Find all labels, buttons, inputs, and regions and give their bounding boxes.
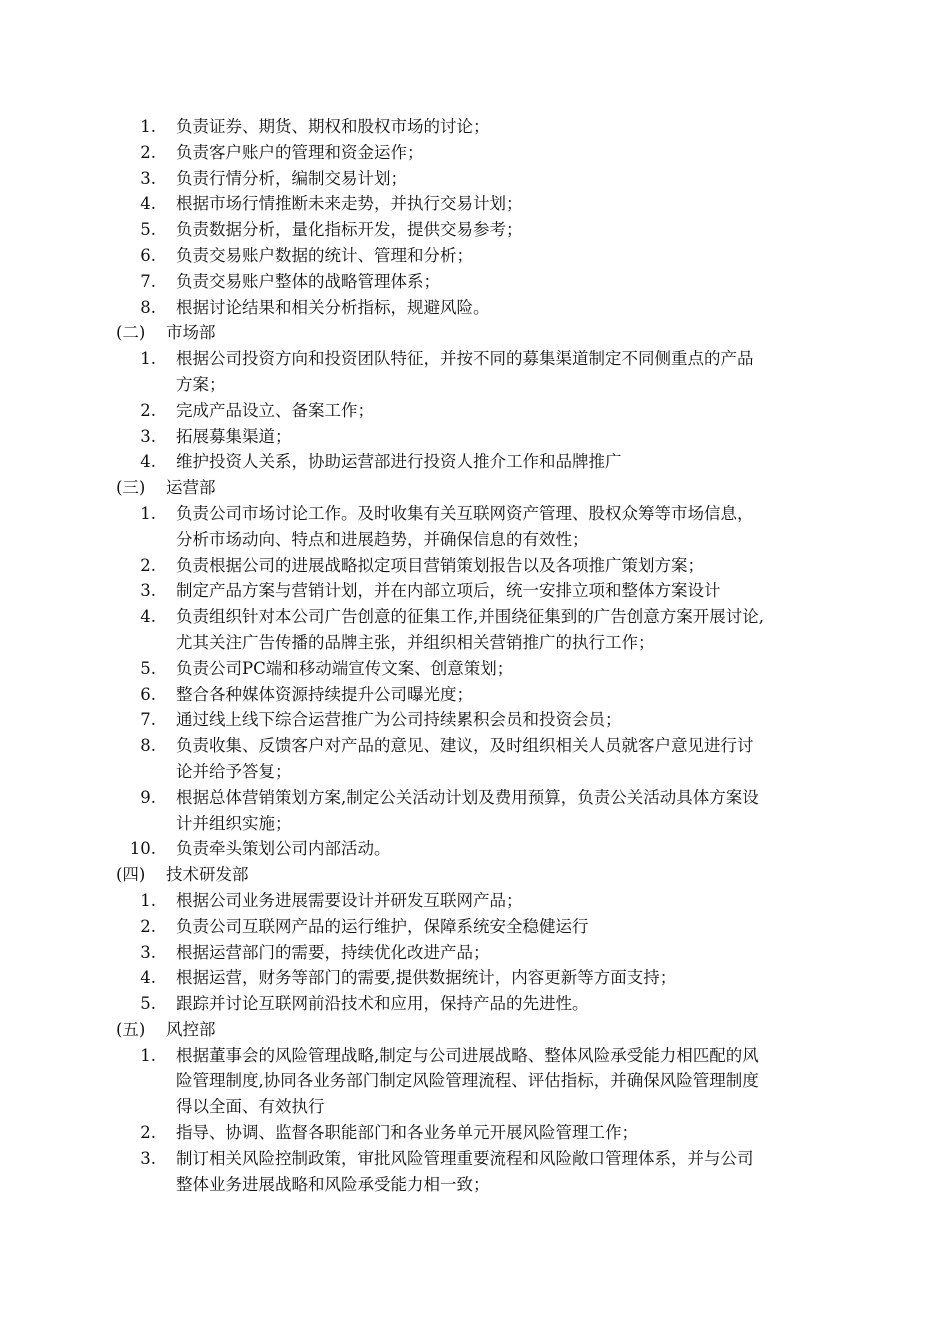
section-number: (二)	[116, 323, 146, 343]
list-item	[0, 295, 950, 321]
list-item-number: 4.	[140, 452, 156, 472]
list-item	[0, 114, 950, 140]
list-item-text: 负责交易账户数据的统计、管理和分析；	[176, 245, 473, 265]
list-item-number: 2.	[140, 142, 156, 162]
list-item	[0, 965, 950, 991]
list-item-text: 根据公司投资方向和投资团队特征，并按不同的募集渠道制定不同侧重点的产品	[176, 349, 754, 369]
list-item	[0, 707, 950, 733]
list-item	[0, 243, 950, 269]
list-item-text: 负责根据公司的进展战略拟定项目营销策划报告以及各项推广策划方案；	[176, 555, 704, 575]
list-item-text: 负责公司互联网产品的运行维护，保障系统安全稳健运行	[176, 916, 589, 936]
list-item-number: 5.	[140, 658, 156, 678]
document-page	[0, 114, 950, 1197]
list-item-text: 负责公司PC端和移动端宣传文案、创意策划；	[176, 658, 514, 678]
section-title: 风控部	[166, 1019, 216, 1039]
list-item	[0, 940, 950, 966]
list-item	[0, 527, 950, 553]
list-item	[0, 217, 950, 243]
list-item	[0, 346, 950, 372]
list-item-number: 6.	[140, 684, 156, 704]
list-item-number: 3.	[140, 581, 156, 601]
list-item	[0, 501, 950, 527]
list-item	[0, 888, 950, 914]
list-item-text: 负责交易账户整体的战略管理体系；	[176, 271, 440, 291]
list-item-number: 1.	[140, 503, 156, 523]
list-item-number: 8.	[140, 736, 156, 756]
list-item	[0, 1043, 950, 1069]
list-item-number: 9.	[140, 787, 156, 807]
list-item	[0, 1094, 950, 1120]
list-item	[0, 578, 950, 604]
list-item-text: 负责收集、反馈客户对产品的意见、建议，及时组织相关人员就客户意见进行讨	[176, 736, 754, 756]
list-item	[0, 759, 950, 785]
list-item	[0, 733, 950, 759]
list-item	[0, 836, 950, 862]
list-item-text: 尤其关注广告传播的品牌主张，并组织相关营销推广的执行工作；	[176, 632, 655, 652]
list-item	[0, 1068, 950, 1094]
list-item-text: 完成产品设立、备案工作；	[176, 400, 374, 420]
list-item-number: 5.	[140, 220, 156, 240]
list-item-number: 3.	[140, 426, 156, 446]
section-heading-tech	[0, 862, 950, 888]
list-item-text: 分析市场动向、特点和进展趋势，并确保信息的有效性；	[176, 529, 589, 549]
list-item-number: 4.	[140, 194, 156, 214]
list-item-text: 论并给予答复；	[176, 761, 292, 781]
list-item-text: 根据运营部门的需要，持续优化改进产品；	[176, 942, 490, 962]
list-item	[0, 914, 950, 940]
section-title: 运营部	[166, 478, 216, 498]
list-item-text: 根据公司业务进展需要设计并研发互联网产品；	[176, 890, 523, 910]
list-item	[0, 630, 950, 656]
list-item	[0, 553, 950, 579]
section-heading-risk	[0, 1017, 950, 1043]
list-item-text: 整合各种媒体资源持续提升公司曝光度；	[176, 684, 473, 704]
list-item-text: 负责证券、期货、期权和股权市场的讨论；	[176, 117, 490, 136]
list-item-text: 拓展募集渠道；	[176, 426, 292, 446]
list-item-number: 6.	[140, 245, 156, 265]
section-heading-market	[0, 320, 950, 346]
list-item-number: 3.	[140, 168, 156, 188]
list-item-text: 根据总体营销策划方案,制定公关活动计划及费用预算，负责公关活动具体方案设	[176, 787, 759, 807]
section-title: 技术研发部	[166, 865, 249, 885]
list-item	[0, 140, 950, 166]
list-item-text: 负责行情分析，编制交易计划；	[176, 168, 407, 188]
list-item	[0, 811, 950, 837]
list-item-text: 整体业务进展战略和风险承受能力相一致；	[176, 1174, 490, 1194]
list-item-text: 根据市场行情推断未来走势，并执行交易计划；	[176, 194, 523, 214]
section-number: (四)	[116, 865, 146, 885]
list-item-text: 险管理制度,协同各业务部门制定风险管理流程、评估指标，并确保风险管理制度	[176, 1071, 759, 1091]
list-item-number: 10.	[129, 839, 156, 859]
list-item-number: 1.	[140, 117, 156, 136]
list-item	[0, 191, 950, 217]
list-item-number: 1.	[140, 349, 156, 369]
list-item	[0, 1172, 950, 1198]
list-item	[0, 656, 950, 682]
section-number: (五)	[116, 1019, 146, 1039]
list-item	[0, 372, 950, 398]
section-title: 市场部	[166, 323, 216, 343]
list-item-text: 负责公司市场讨论工作。及时收集有关互联网资产管理、股权众筹等市场信息，	[176, 503, 754, 523]
list-item-text: 负责客户账户的管理和资金运作；	[176, 142, 424, 162]
list-item	[0, 604, 950, 630]
list-item	[0, 1120, 950, 1146]
list-item-number: 8.	[140, 297, 156, 317]
list-item-number: 7.	[140, 710, 156, 730]
list-item-number: 3.	[140, 1148, 156, 1168]
list-item-text: 得以全面、有效执行	[176, 1097, 325, 1117]
list-item	[0, 398, 950, 424]
list-item-text: 方案；	[176, 374, 226, 394]
list-item	[0, 449, 950, 475]
list-item-text: 计并组织实施；	[176, 813, 292, 833]
list-item-number: 1.	[140, 890, 156, 910]
list-item-text: 指导、协调、监督各职能部门和各业务单元开展风险管理工作；	[176, 1123, 638, 1143]
list-item-number: 2.	[140, 1123, 156, 1143]
list-item-text: 负责牵头策划公司内部活动。	[176, 839, 391, 859]
list-item-number: 2.	[140, 916, 156, 936]
list-item	[0, 166, 950, 192]
list-item-number: 4.	[140, 968, 156, 988]
list-item-number: 4.	[140, 607, 156, 627]
list-item-number: 1.	[140, 1045, 156, 1065]
list-item-number: 2.	[140, 555, 156, 575]
list-item	[0, 269, 950, 295]
list-item-text: 负责数据分析，量化指标开发，提供交易参考；	[176, 220, 523, 240]
list-item-text: 根据董事会的风险管理战略,制定与公司进展战略、整体风险承受能力相匹配的风	[176, 1045, 759, 1065]
list-item-number: 5.	[140, 994, 156, 1014]
list-item-text: 跟踪并讨论互联网前沿技术和应用，保持产品的先进性。	[176, 994, 589, 1014]
list-item-text: 根据讨论结果和相关分析指标，规避风险。	[176, 297, 490, 317]
list-item-text: 负责组织针对本公司广告创意的征集工作,并围绕征集到的广告创意方案开展讨论,	[176, 607, 764, 627]
section-number: (三)	[116, 478, 146, 498]
list-item-number: 2.	[140, 400, 156, 420]
list-item-text: 维护投资人关系，协助运营部进行投资人推介工作和品牌推广	[176, 452, 622, 472]
list-item-number: 3.	[140, 942, 156, 962]
list-item-number: 7.	[140, 271, 156, 291]
list-item	[0, 682, 950, 708]
list-item-text: 制定产品方案与营销计划，并在内部立项后，统一安排立项和整体方案设计	[176, 581, 721, 601]
list-item-text: 通过线上线下综合运营推广为公司持续累积会员和投资会员；	[176, 710, 622, 730]
list-item-text: 根据运营，财务等部门的需要,提供数据统计，内容更新等方面支持；	[176, 968, 677, 988]
list-item-text: 制订相关风险控制政策，审批风险管理重要流程和风险敞口管理体系，并与公司	[176, 1148, 754, 1168]
list-item	[0, 991, 950, 1017]
list-item	[0, 1146, 950, 1172]
list-item	[0, 424, 950, 450]
section-heading-operations	[0, 475, 950, 501]
list-item	[0, 785, 950, 811]
